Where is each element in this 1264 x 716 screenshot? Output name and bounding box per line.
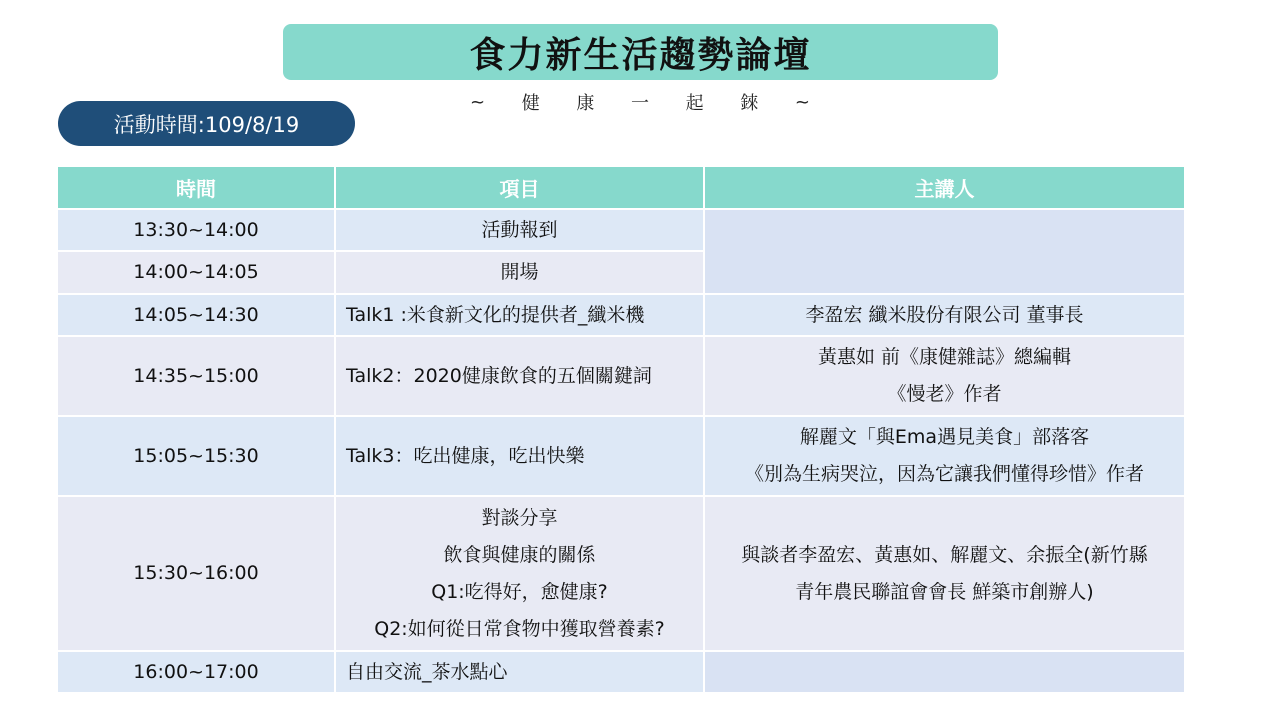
time-text: 16:00~17:00 bbox=[133, 660, 259, 683]
speaker-text: 解麗文「與Ema遇見美食」部落客 bbox=[799, 426, 1090, 448]
header-item bbox=[336, 167, 703, 208]
item-cell bbox=[336, 295, 703, 335]
subtitle-char: 起 bbox=[685, 93, 704, 114]
item-text: 飲食與健康的關係 bbox=[443, 543, 596, 566]
time-text: 15:05~15:30 bbox=[133, 444, 259, 467]
time-text: 14:35~15:00 bbox=[133, 364, 259, 387]
speaker-text: 青年農民聯誼會會長 鮮築市創辦人) bbox=[795, 580, 1094, 603]
page-title: 食力新生活趨勢論壇 bbox=[469, 34, 812, 76]
item-cell bbox=[336, 417, 703, 495]
header-item-label: 項目 bbox=[499, 177, 540, 201]
header-speaker bbox=[705, 167, 1184, 208]
subtitle-char: 康 bbox=[576, 93, 595, 114]
time-cell bbox=[58, 295, 334, 335]
speaker-cell bbox=[705, 497, 1184, 650]
item-text: 活動報到 bbox=[481, 218, 558, 241]
item-cell bbox=[336, 252, 703, 293]
item-cell bbox=[336, 337, 703, 415]
subtitle-char: ~ bbox=[794, 91, 810, 113]
title-banner bbox=[283, 24, 998, 80]
time-cell bbox=[58, 337, 334, 415]
time-cell bbox=[58, 417, 334, 495]
item-cell bbox=[336, 652, 703, 692]
item-text: Q2:如何從日常食物中獲取營養素? bbox=[374, 617, 665, 640]
subtitle bbox=[470, 90, 810, 114]
subtitle-char: 錸 bbox=[740, 93, 759, 114]
item-cell bbox=[336, 497, 703, 650]
speaker-text: 《慢老》作者 bbox=[887, 383, 1002, 405]
time-cell bbox=[58, 210, 334, 250]
header-time-label: 時間 bbox=[176, 177, 216, 201]
item-text: Q1:吃得好，愈健康? bbox=[431, 580, 608, 603]
speaker-cell-empty bbox=[705, 210, 1184, 293]
item-text: 開場 bbox=[500, 261, 539, 283]
header-time bbox=[58, 167, 334, 208]
subtitle-char: 健 bbox=[521, 93, 540, 114]
item-text: Talk3：吃出健康，吃出快樂 bbox=[346, 444, 585, 467]
time-cell bbox=[58, 497, 334, 650]
speaker-text: 《別為生病哭泣，因為它讓我們懂得珍惜》作者 bbox=[744, 463, 1144, 485]
subtitle-char: ~ bbox=[470, 91, 486, 113]
time-text: 14:00~14:05 bbox=[133, 261, 259, 283]
speaker-cell-empty bbox=[705, 652, 1184, 692]
subtitle-char: 一 bbox=[630, 93, 649, 114]
item-cell bbox=[336, 210, 703, 250]
date-label: 活動時間:109/8/19 bbox=[113, 112, 300, 137]
speaker-cell bbox=[705, 295, 1184, 335]
time-cell bbox=[58, 252, 334, 293]
speaker-text: 李盈宏 纖米股份有限公司 董事長 bbox=[805, 303, 1084, 326]
item-text: Talk2：2020健康飲食的五個關鍵詞 bbox=[346, 364, 652, 387]
time-text: 13:30~14:00 bbox=[133, 218, 259, 241]
time-text: 14:05~14:30 bbox=[133, 303, 259, 326]
speaker-text: 黃惠如 前《康健雜誌》總編輯 bbox=[817, 346, 1072, 368]
time-text: 15:30~16:00 bbox=[133, 562, 259, 584]
speaker-cell bbox=[705, 337, 1184, 415]
date-badge bbox=[58, 101, 355, 146]
time-cell bbox=[58, 652, 334, 692]
item-text: Talk1 :米食新文化的提供者_纖米機 bbox=[346, 303, 645, 326]
item-text: 對談分享 bbox=[481, 506, 558, 529]
item-text: 自由交流_茶水點心 bbox=[346, 660, 508, 683]
speaker-text: 與談者李盈宏、黃惠如、解麗文、余振全(新竹縣 bbox=[741, 543, 1148, 566]
speaker-cell bbox=[705, 417, 1184, 495]
header-speaker-label: 主講人 bbox=[914, 177, 975, 201]
